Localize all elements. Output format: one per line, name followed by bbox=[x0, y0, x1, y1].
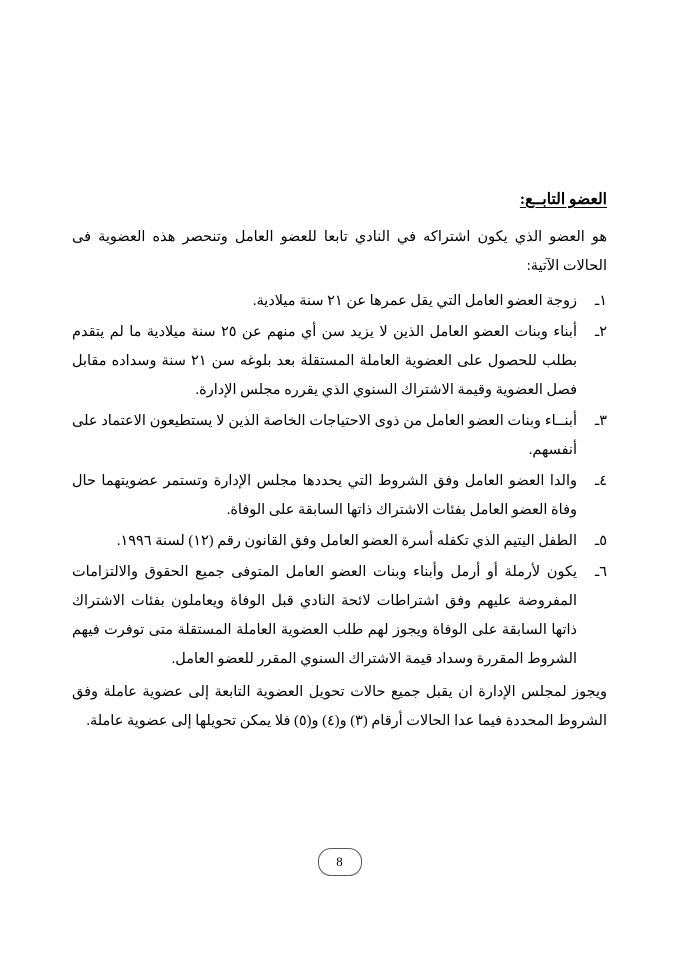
clause-marker: ٣ـ bbox=[594, 413, 607, 429]
list-item bbox=[72, 558, 607, 674]
clause-marker: ٥ـ bbox=[594, 533, 607, 549]
closing-paragraph: ويجوز لمجلس الإدارة ان يقبل جميع حالات تحويل العضوية التابعة إلى عضوية عاملة وفق الشروط المحددة فيما عدا الحالات أرقام (٣) و(٤) و(٥) فلا يمكن تحويلها إلى عضوية عاملة. bbox=[72, 684, 607, 729]
clause-list bbox=[72, 287, 607, 674]
clause-marker: ٦ـ bbox=[594, 564, 607, 580]
clause-text: أبناء وبنات العضو العامل الذين لا يزيد سن أي منهم عن ٢٥ سنة ميلادية ما لم يتقدم بطلب للحصول على العضوية العاملة المستقلة بعد بلوغه سن ٢١ سنة وسداده مقابل فصل العضوية وقيمة الاشتراك السنوي الذي يقرره مجلس الإدارة. bbox=[72, 324, 578, 398]
list-item bbox=[72, 287, 607, 316]
clause-text: يكون لأرملة أو أرمل وأبناء وبنات العضو العامل المتوفى جميع الحقوق والالتزامات المفروضة عليهم وفق اشتراطات لائحة النادي قبل الوفاة ويعاملون بفئات الاشتراك ذاتها السابقة على الوفاة ويجوز لهم طلب العضوية العاملة المستقلة متى توفرت فيهم الشروط المقررة وسداد قيمة الاشتراك السنوي المقرر للعضو العامل. bbox=[72, 564, 577, 667]
clause-text: أبنــاء وبنات العضو العامل من ذوى الاحتياجات الخاصة الذين لا يستطيعون الاعتماد على أنفسهم. bbox=[72, 413, 577, 458]
list-item bbox=[72, 318, 607, 405]
list-item bbox=[72, 407, 607, 465]
list-item bbox=[72, 467, 607, 525]
clause-marker: ٢ـ bbox=[594, 324, 607, 340]
page-number-container bbox=[0, 848, 679, 876]
clause-marker: ١ـ bbox=[594, 293, 607, 309]
intro-paragraph: هو العضو الذي يكون اشتراكه في النادي تابعا للعضو العامل وتنحصر هذه العضوية فى الحالات الآتية: bbox=[72, 229, 607, 274]
clause-text: الطفل اليتيم الذي تكفله أسرة العضو العامل وفق القانون رقم (١٢) لسنة ١٩٩٦. bbox=[116, 533, 577, 549]
page-title: العضو التابــع: bbox=[519, 191, 607, 208]
list-item bbox=[72, 527, 607, 556]
page-number: 8 bbox=[318, 848, 362, 876]
document-body bbox=[72, 190, 607, 751]
clause-text: والدا العضو العامل وفق الشروط التي يحددها مجلس الإدارة وتستمر عضويتهما حال وفاة العضو العامل بفئات الاشتراك ذاتها السابقة على الوفاة. bbox=[72, 473, 577, 518]
clause-marker: ٤ـ bbox=[594, 473, 607, 489]
clause-text: زوجة العضو العامل التي يقل عمرها عن ٢١ سنة ميلادية. bbox=[252, 293, 577, 309]
